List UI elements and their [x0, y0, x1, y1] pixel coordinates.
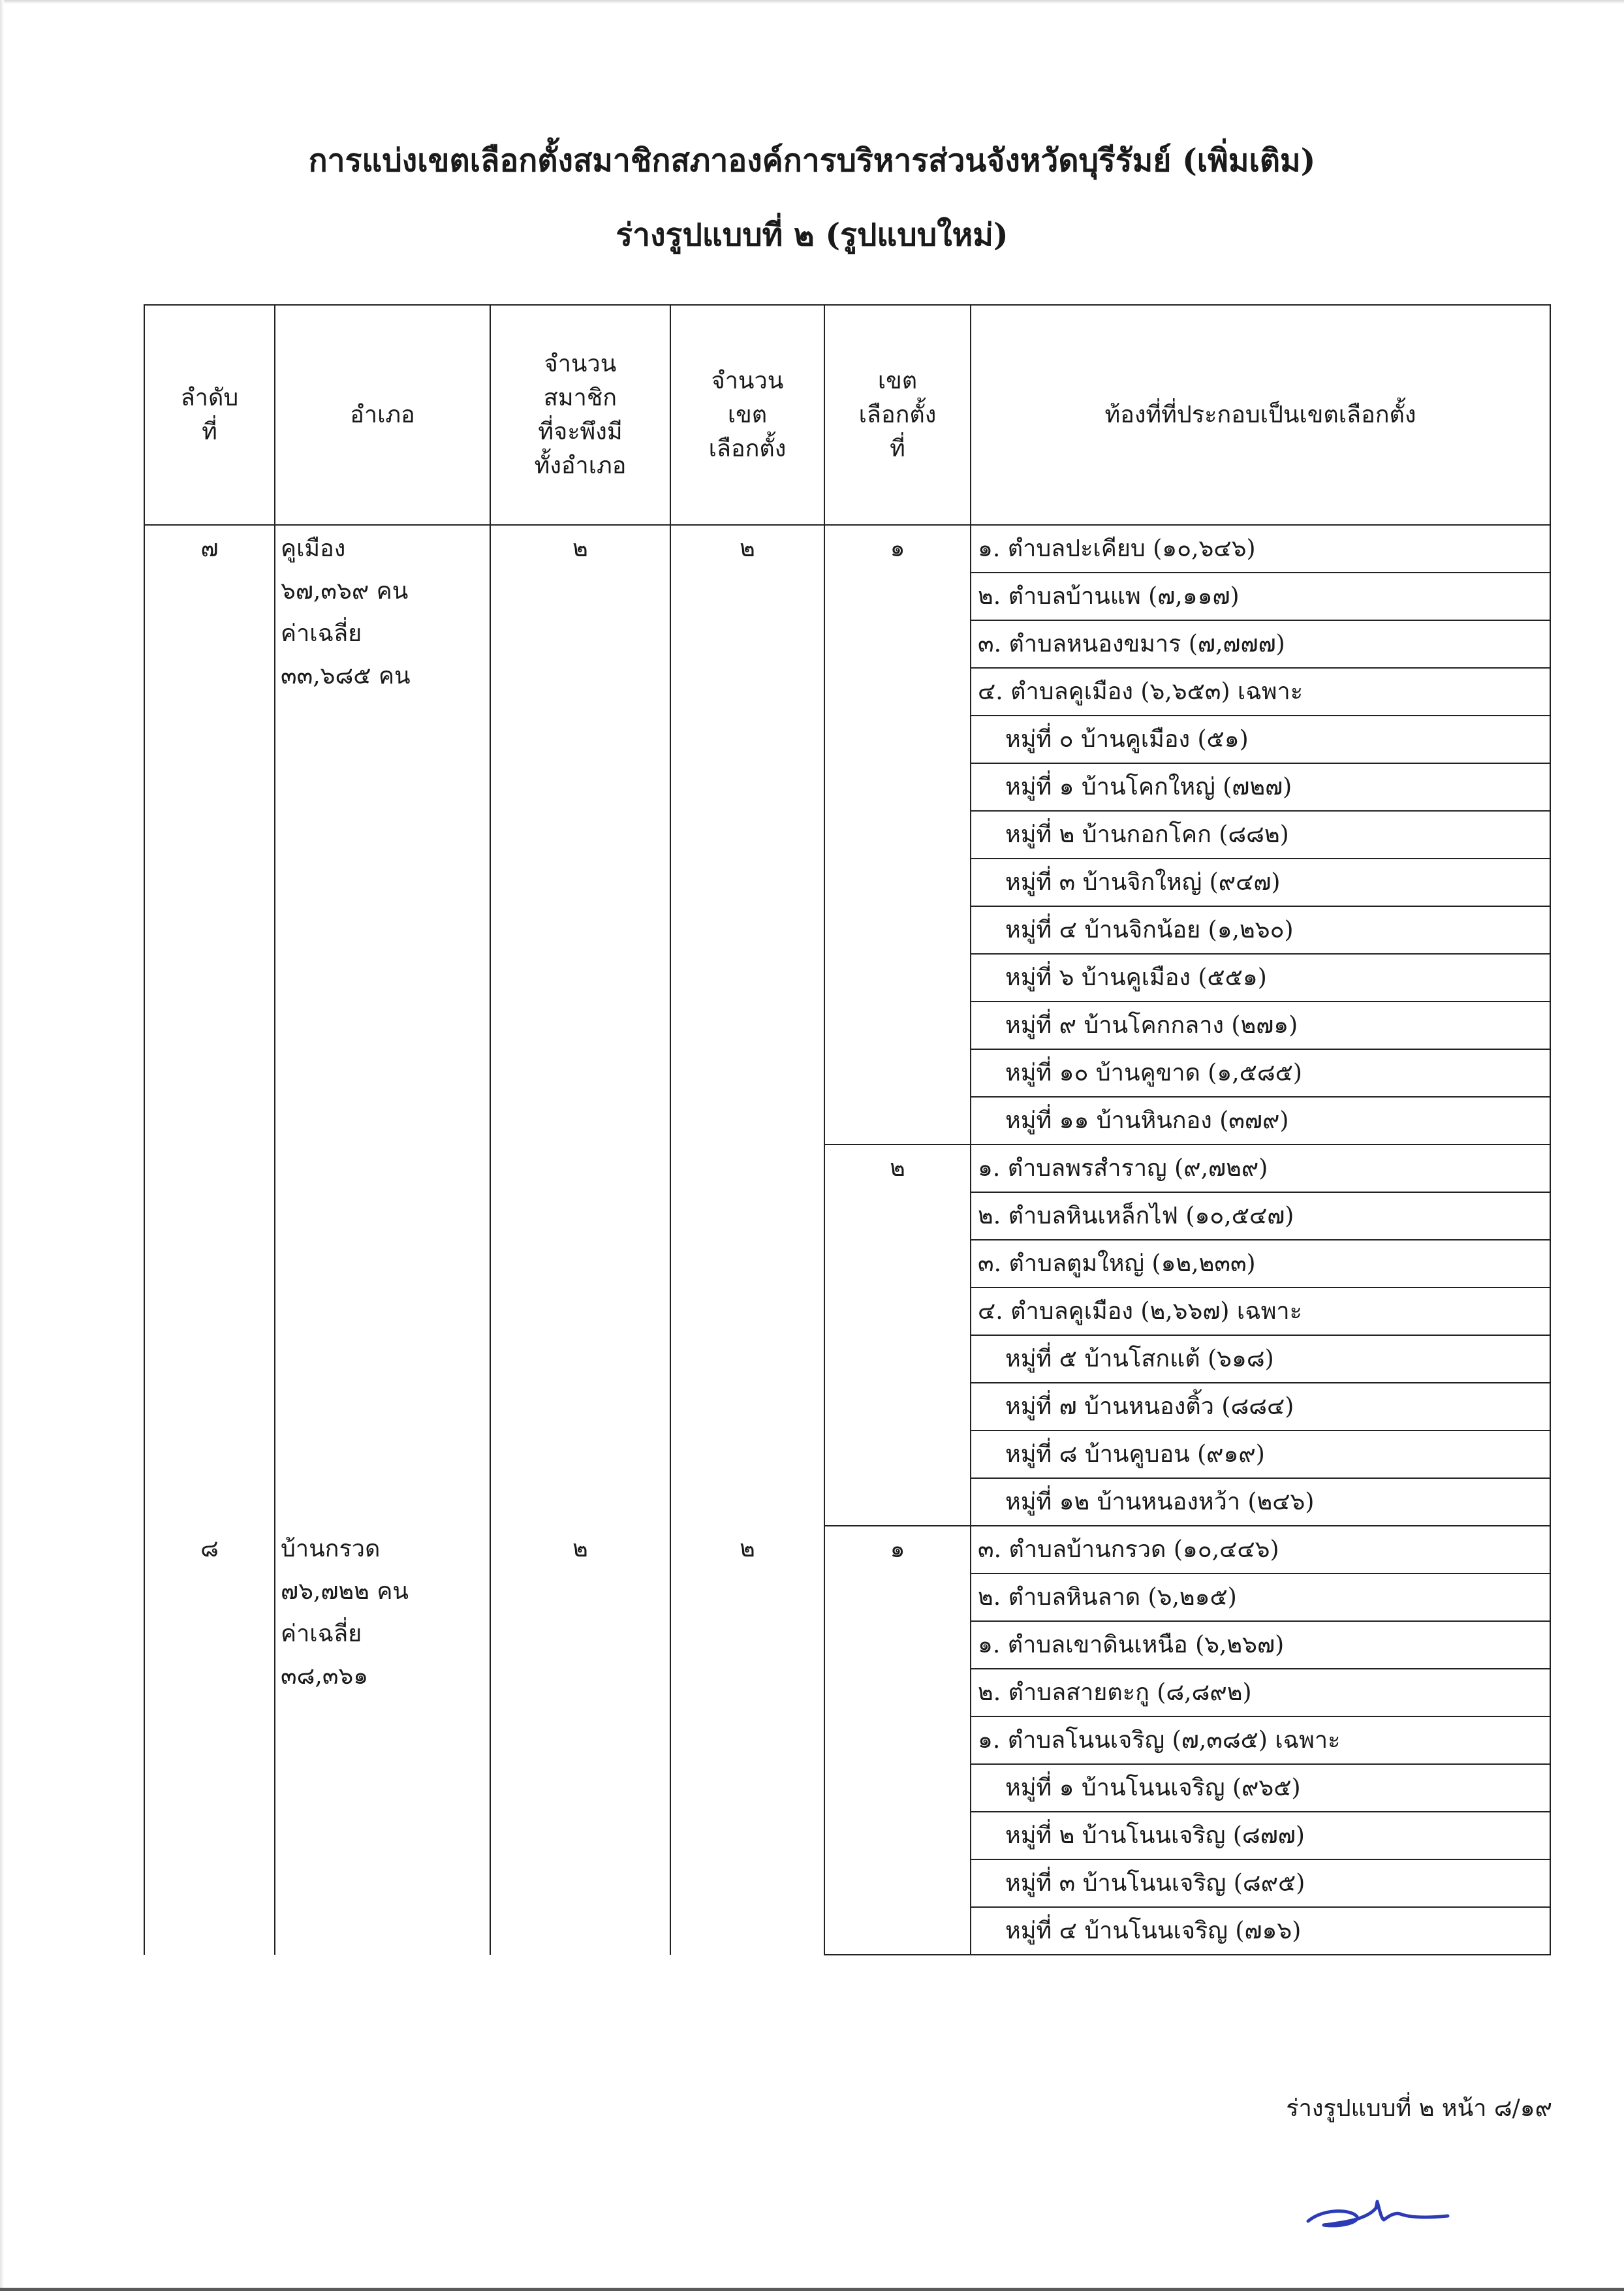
document-subtitle: ร่างรูปแบบที่ ๒ (รูปแบบใหม่) — [616, 217, 1008, 253]
row-number-cell: ๗ — [144, 525, 275, 1526]
village-entry: หมู่ที่ ๐ บ้านคูเมือง (๕๑) — [971, 716, 1550, 763]
village-entry: หมู่ที่ ๑ บ้านโคกใหญ่ (๗๒๗) — [971, 763, 1550, 811]
page-edge — [0, 0, 4, 2291]
header-cell: จำนวน สมาชิก ที่จะพึงมี ทั้งอำเภอ — [490, 305, 670, 525]
subdistrict-entry: ๔. ตำบลคูเมือง (๒,๖๖๗) เฉพาะ — [971, 1288, 1550, 1335]
subdistrict-entry: ๒. ตำบลบ้านแพ (๗,๑๑๗) — [971, 573, 1550, 620]
signature-mark — [1304, 2182, 1451, 2234]
village-entry: หมู่ที่ ๑๒ บ้านหนองหว้า (๒๔๖) — [971, 1478, 1550, 1526]
district-population: ๗๖,๗๒๒ คน — [281, 1578, 409, 1605]
village-entry: หมู่ที่ ๙ บ้านโคกกลาง (๒๗๑) — [971, 1002, 1550, 1049]
subdistrict-entry: ๒. ตำบลหินลาด (๖,๒๑๕) — [971, 1573, 1550, 1621]
subdistrict-entry: ๒. ตำบลหินเหล็กไฟ (๑๐,๕๔๗) — [971, 1192, 1550, 1240]
village-entry: หมู่ที่ ๔ บ้านจิกน้อย (๑,๒๖๐) — [971, 906, 1550, 954]
district-population: ๖๗,๓๖๙ คน — [281, 578, 409, 605]
table-row — [144, 525, 1550, 573]
row-number-cell: ๘ — [144, 1526, 275, 1955]
header-cell: ท้องที่ที่ประกอบเป็นเขตเลือกตั้ง — [971, 305, 1550, 525]
member-count-cell: ๒ — [490, 1526, 670, 1955]
table-body — [144, 525, 1550, 1955]
village-entry: หมู่ที่ ๘ บ้านคูบอน (๙๑๙) — [971, 1430, 1550, 1478]
village-entry: หมู่ที่ ๓ บ้านจิกใหญ่ (๙๔๗) — [971, 859, 1550, 906]
village-entry: หมู่ที่ ๑๐ บ้านคูขาด (๑,๕๘๕) — [971, 1049, 1550, 1097]
district-average-value: ๓๘,๓๖๑ — [281, 1663, 369, 1690]
document-title: การแบ่งเขตเลือกตั้งสมาชิกสภาองค์การบริหารส่วนจังหวัดบุรีรัมย์ (เพิ่มเติม) — [308, 142, 1316, 179]
page-edge — [0, 2288, 1624, 2291]
subdistrict-entry: ๑. ตำบลเขาดินเหนือ (๖,๒๖๗) — [971, 1621, 1550, 1669]
subdistrict-entry: ๓. ตำบลหนองขมาร (๗,๗๗๗) — [971, 620, 1550, 668]
subdistrict-entry: ๑. ตำบลปะเคียบ (๑๐,๖๔๖) — [971, 525, 1550, 573]
header-cell: จำนวน เขต เลือกตั้ง — [670, 305, 824, 525]
village-entry: หมู่ที่ ๕ บ้านโสกแต้ (๖๑๘) — [971, 1335, 1550, 1383]
district-average-label: ค่าเฉลี่ย — [281, 1620, 362, 1647]
zone-number-cell: ๑ — [824, 1526, 971, 1955]
district-cell — [275, 525, 490, 1526]
village-entry: หมู่ที่ ๔ บ้านโนนเจริญ (๗๑๖) — [971, 1907, 1550, 1955]
district-average-label: ค่าเฉลี่ย — [281, 620, 362, 647]
zone-number-cell: ๒ — [824, 1145, 971, 1526]
header-cell: อำเภอ — [275, 305, 490, 525]
village-entry: หมู่ที่ ๒ บ้านโนนเจริญ (๘๗๗) — [971, 1812, 1550, 1859]
zone-count-cell: ๒ — [670, 1526, 824, 1955]
subdistrict-entry: ๓. ตำบลบ้านกรวด (๑๐,๔๔๖) — [971, 1526, 1550, 1573]
page-footer: ร่างรูปแบบที่ ๒ หน้า ๘/๑๙ — [1286, 2095, 1552, 2122]
subdistrict-entry: ๒. ตำบลสายตะกู (๘,๘๙๒) — [971, 1669, 1550, 1716]
district-average-value: ๓๓,๖๘๕ คน — [281, 663, 411, 689]
village-entry: หมู่ที่ ๗ บ้านหนองติ้ว (๘๘๔) — [971, 1383, 1550, 1430]
table-row — [144, 1526, 1550, 1573]
village-entry: หมู่ที่ ๑ บ้านโนนเจริญ (๙๖๕) — [971, 1764, 1550, 1812]
subdistrict-entry: ๑. ตำบลโนนเจริญ (๗,๓๘๕) เฉพาะ — [971, 1716, 1550, 1764]
district-name: บ้านกรวด — [281, 1536, 381, 1562]
village-entry: หมู่ที่ ๒ บ้านกอกโคก (๘๘๒) — [971, 811, 1550, 859]
zone-count-cell: ๒ — [670, 525, 824, 1526]
header-cell: เขต เลือกตั้ง ที่ — [824, 305, 971, 525]
village-entry: หมู่ที่ ๓ บ้านโนนเจริญ (๘๙๕) — [971, 1859, 1550, 1907]
subdistrict-entry: ๔. ตำบลคูเมือง (๖,๖๕๓) เฉพาะ — [971, 668, 1550, 716]
district-name: คูเมือง — [281, 535, 346, 562]
subdistrict-entry: ๓. ตำบลตูมใหญ่ (๑๒,๒๓๓) — [971, 1240, 1550, 1288]
village-entry: หมู่ที่ ๑๑ บ้านหินกอง (๓๗๙) — [971, 1097, 1550, 1145]
village-entry: หมู่ที่ ๖ บ้านคูเมือง (๕๕๑) — [971, 954, 1550, 1002]
header-row — [144, 305, 1550, 525]
district-cell — [275, 1526, 490, 1955]
member-count-cell: ๒ — [490, 525, 670, 1526]
page-edge — [0, 0, 1624, 4]
zone-number-cell: ๑ — [824, 525, 971, 1145]
subdistrict-entry: ๑. ตำบลพรสำราญ (๙,๗๒๙) — [971, 1145, 1550, 1192]
header-cell: ลำดับ ที่ — [144, 305, 275, 525]
election-zone-table — [144, 304, 1551, 1955]
